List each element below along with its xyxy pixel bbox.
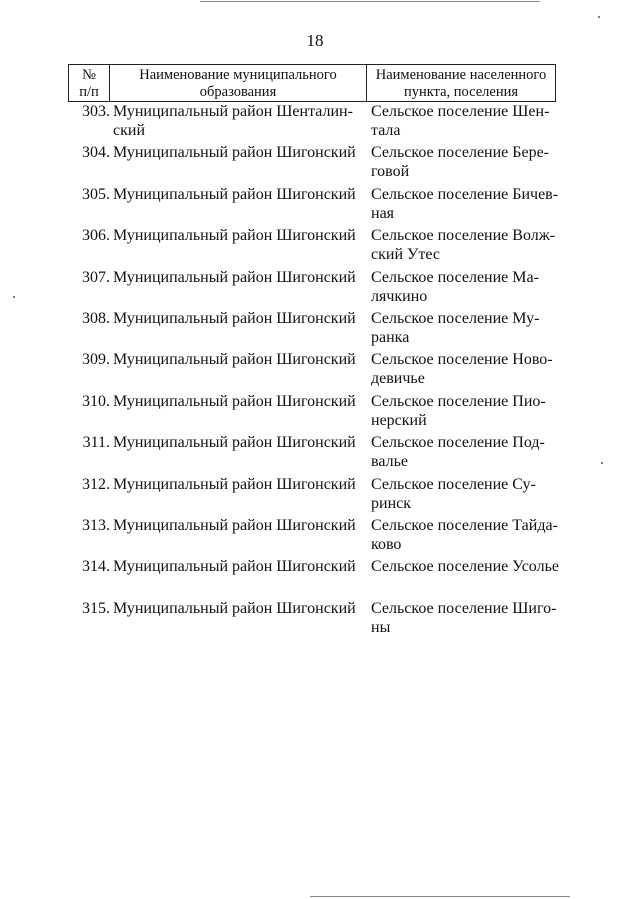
settlement-line: Сельское поселение Бере- — [371, 144, 549, 162]
table-row — [0, 268, 640, 309]
municipality-line: Муниципальный район Шенталин- — [113, 103, 353, 120]
municipality-cell — [113, 226, 363, 245]
municipality-line: Муниципальный район Шигонский — [113, 227, 356, 245]
municipality-cell — [113, 433, 363, 452]
row-number: 305. — [82, 185, 110, 203]
settlement-cell — [371, 433, 566, 471]
settlement-line: нерский — [371, 411, 427, 429]
municipality-line: Муниципальный район Шигонский — [113, 516, 356, 534]
settlement-cell — [371, 516, 566, 554]
settlement-line: лячкино — [371, 287, 428, 305]
settlement-line: девичье — [371, 370, 425, 388]
settlement-cell — [371, 309, 566, 347]
settlement-line: ная — [371, 204, 395, 222]
settlement-cell — [371, 392, 566, 430]
municipality-line: Муниципальный район Шигонский — [113, 599, 356, 617]
settlement-line: валье — [371, 453, 408, 471]
settlement-line: Сельское поселение Тайда- — [371, 516, 558, 534]
settlement-line: ский Утес — [371, 246, 440, 264]
row-number: 309. — [82, 351, 110, 369]
settlement-line: Сельское поселение Под- — [371, 434, 545, 452]
municipality-line: Муниципальный район Шигонский — [113, 558, 356, 576]
table-row — [0, 475, 640, 516]
table-row — [0, 599, 640, 640]
header-line: п/п — [79, 84, 99, 100]
municipality-cell — [113, 392, 363, 411]
settlement-cell — [371, 143, 566, 181]
settlement-line: ранка — [371, 328, 410, 346]
header-line: пункта, поселения — [403, 84, 519, 100]
municipality-line: Муниципальный район Шигонский — [113, 351, 356, 369]
header-line: Наименование населенного — [375, 67, 547, 83]
municipality-line: ский — [113, 122, 145, 139]
settlement-line: Сельское поселение Ма- — [371, 268, 539, 286]
municipality-line: Муниципальный район Шигонский — [113, 185, 356, 203]
table-row — [0, 226, 640, 267]
table-body — [0, 102, 640, 640]
header-cell-number — [69, 65, 110, 101]
municipality-cell — [113, 516, 363, 535]
row-number: 306. — [82, 227, 110, 245]
settlement-cell — [371, 599, 566, 637]
header-line: Наименование муниципального — [139, 67, 337, 83]
table-row — [0, 309, 640, 350]
settlement-line: ково — [371, 535, 402, 553]
scan-edge-top — [200, 1, 540, 2]
settlement-line: Сельское поселение Бичев- — [371, 185, 559, 203]
settlement-line: тала — [371, 122, 401, 139]
table-row — [0, 392, 640, 433]
municipality-cell — [113, 309, 363, 328]
row-number: 312. — [82, 475, 110, 493]
table-row — [0, 516, 640, 557]
municipality-cell — [113, 599, 363, 618]
row-number: 314. — [82, 558, 110, 576]
settlement-line: ны — [371, 618, 391, 636]
municipality-cell — [113, 102, 363, 140]
municipality-cell — [113, 185, 363, 204]
settlement-line: Сельское поселение Му- — [371, 309, 540, 327]
municipality-line: Муниципальный район Шигонский — [113, 392, 356, 410]
table-row — [0, 185, 640, 226]
municipality-line: Муниципальный район Шигонский — [113, 144, 356, 162]
header-cell-municipality — [110, 65, 367, 101]
settlement-cell — [371, 557, 566, 576]
scan-speck — [598, 16, 600, 18]
header-line: № — [82, 67, 96, 83]
municipality-line: Муниципальный район Шигонский — [113, 434, 356, 452]
table-header — [68, 64, 556, 102]
row-number: 308. — [82, 309, 110, 327]
settlement-cell — [371, 226, 566, 264]
settlement-line: Сельское поселение Су- — [371, 475, 536, 493]
settlement-line: Сельское поселение Волж- — [371, 227, 556, 245]
municipality-cell — [113, 268, 363, 287]
municipality-cell — [113, 557, 363, 576]
municipality-line: Муниципальный район Шигонский — [113, 309, 356, 327]
row-number: 311. — [82, 434, 110, 452]
settlement-line: Сельское поселение Шиго- — [371, 599, 557, 617]
settlement-cell — [371, 350, 566, 388]
settlement-line: Сельское поселение Шен- — [371, 103, 550, 120]
header-line: образования — [199, 84, 277, 100]
settlement-cell — [371, 268, 566, 306]
municipality-cell — [113, 475, 363, 494]
municipality-cell — [113, 350, 363, 369]
row-number: 315. — [82, 599, 110, 617]
municipality-cell — [113, 143, 363, 162]
scan-edge-bottom — [310, 896, 570, 897]
row-number: 310. — [82, 392, 110, 410]
page-number: 18 — [306, 31, 324, 50]
table-row — [0, 350, 640, 391]
header-cell-settlement — [367, 65, 555, 101]
table-row — [0, 143, 640, 184]
settlement-line: Сельское поселение Ново- — [371, 351, 553, 369]
table-row — [0, 102, 640, 143]
municipality-line: Муниципальный район Шигонский — [113, 475, 356, 493]
settlement-line: Сельское поселение Усолье — [371, 558, 559, 576]
settlement-line: ринск — [371, 494, 411, 512]
table-row — [0, 557, 640, 598]
row-number: 304. — [82, 144, 110, 162]
settlement-cell — [371, 475, 566, 513]
settlement-cell — [371, 102, 566, 140]
row-number: 307. — [82, 268, 110, 286]
row-number: 303. — [82, 103, 110, 120]
settlement-line: говой — [371, 163, 410, 181]
table-row — [0, 433, 640, 474]
municipality-line: Муниципальный район Шигонский — [113, 268, 356, 286]
settlement-cell — [371, 185, 566, 223]
row-number: 313. — [82, 516, 110, 534]
settlement-line: Сельское поселение Пио- — [371, 392, 546, 410]
